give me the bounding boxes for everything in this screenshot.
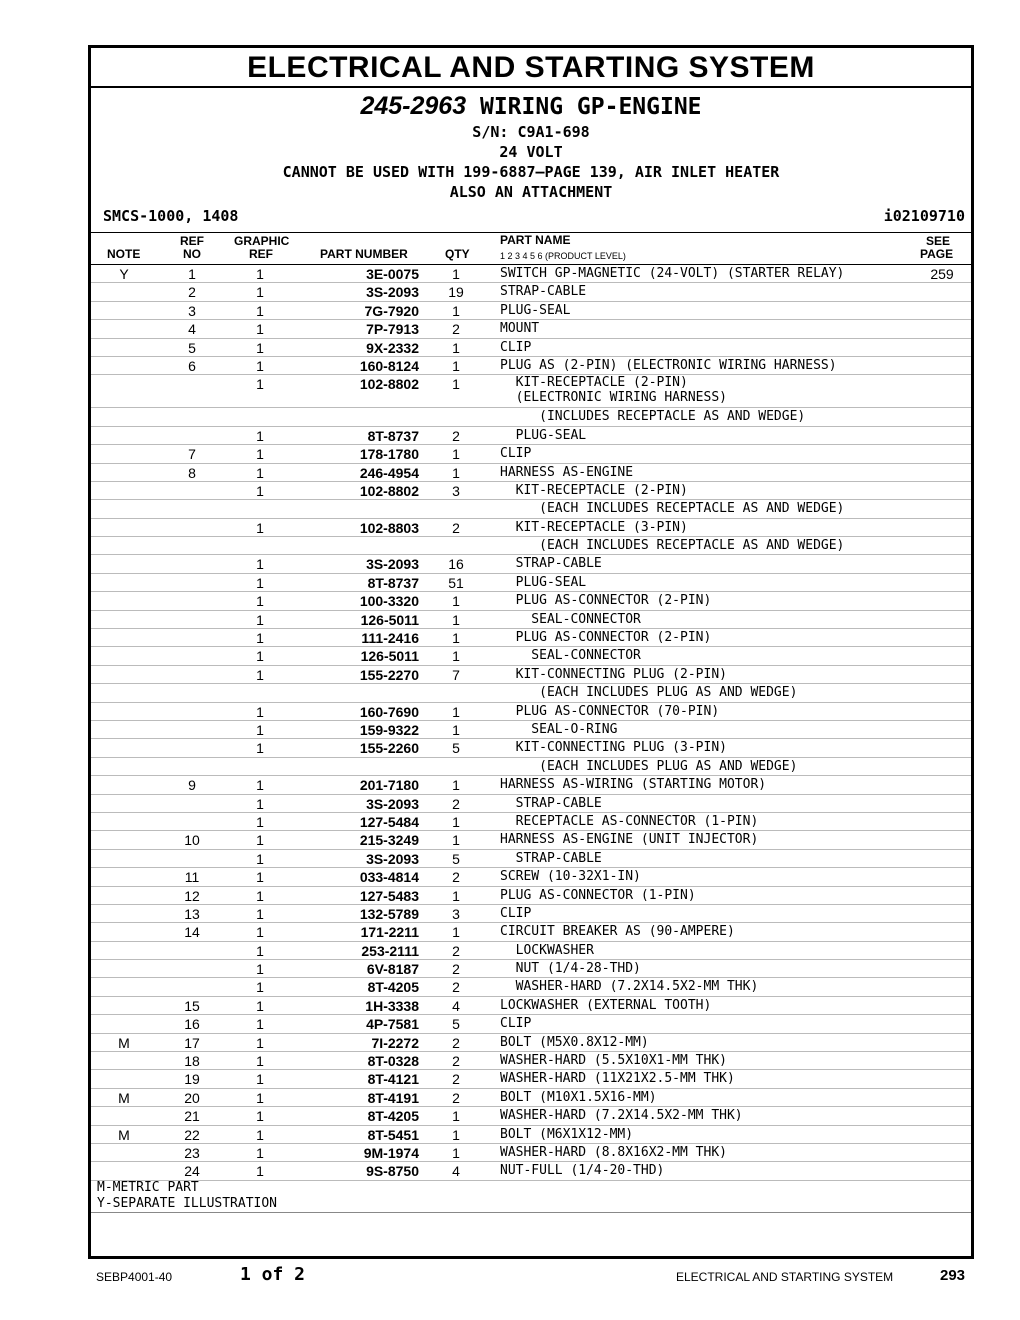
row-ref-no: 12	[184, 887, 200, 904]
row-graphic-ref: 1	[256, 611, 264, 628]
row-qty: 1	[452, 777, 460, 794]
row-part-name: CIRCUIT BREAKER AS (90-AMPERE)	[500, 924, 735, 940]
row-part-name: WASHER-HARD (8.8X16X2-MM THK)	[500, 1144, 727, 1160]
row-qty: 1	[452, 593, 460, 610]
table-row	[91, 1089, 971, 1107]
table-row	[91, 942, 971, 960]
row-part-name: CLIP	[500, 905, 532, 921]
row-part-name: STRAP-CABLE	[500, 850, 602, 866]
row-qty: 2	[452, 869, 460, 886]
row-qty: 1	[452, 924, 460, 941]
row-qty: 1	[452, 648, 460, 665]
row-part-number: 155-2260	[359, 740, 419, 757]
row-part-number: 155-2270	[359, 666, 419, 683]
row-graphic-ref: 1	[256, 1163, 264, 1180]
row-part-name: NUT-FULL (1/4-20-THD)	[500, 1163, 665, 1179]
table-row	[91, 1126, 971, 1144]
row-part-name: (EACH INCLUDES PLUG AS AND WEDGE)	[500, 685, 798, 701]
row-graphic-ref: 1	[256, 721, 264, 738]
row-ref-no: 24	[184, 1163, 200, 1180]
row-ref-no: 21	[184, 1108, 200, 1125]
row-ref-no: 9	[188, 777, 196, 794]
row-qty: 1	[452, 630, 460, 647]
row-part-name: (EACH INCLUDES PLUG AS AND WEDGE)	[500, 758, 798, 774]
footnotes	[97, 1180, 277, 1212]
row-part-number: 8T-8737	[367, 574, 419, 591]
row-part-number: 253-2111	[361, 942, 419, 959]
parts-list	[91, 265, 971, 1181]
row-graphic-ref: 1	[256, 648, 264, 665]
table-row	[91, 482, 971, 500]
row-qty: 1	[452, 721, 460, 738]
row-part-name: SEAL-O-RING	[500, 721, 618, 737]
row-qty: 1	[452, 339, 460, 356]
table-row	[91, 302, 971, 320]
row-part-name: LOCKWASHER (EXTERNAL TOOTH)	[500, 997, 712, 1013]
row-graphic-ref: 1	[256, 979, 264, 996]
row-ref-no: 7	[188, 446, 196, 463]
row-qty: 2	[452, 1053, 460, 1070]
table-row	[91, 408, 971, 426]
row-qty: 1	[452, 357, 460, 374]
row-qty: 5	[452, 1016, 460, 1033]
usage-note: CANNOT BE USED WITH 199-6887—PAGE 139, AIR INLET HEATER	[282, 163, 780, 181]
table-row	[91, 1052, 971, 1070]
table-row	[91, 519, 971, 537]
row-part-number: 9M-1974	[363, 1144, 419, 1161]
table-row	[91, 265, 971, 283]
row-part-name: PLUG AS (2-PIN) (ELECTRONIC WIRING HARNESS)	[500, 357, 837, 373]
row-ref-no: 13	[184, 905, 200, 922]
row-part-number: 9S-8750	[366, 1163, 419, 1180]
row-qty: 1	[452, 1144, 460, 1161]
row-part-name: CLIP	[500, 1016, 532, 1032]
row-part-number: 033-4814	[359, 869, 419, 886]
row-ref-no: 1	[188, 266, 196, 282]
row-ref-no: 14	[184, 924, 200, 941]
row-part-name: KIT-RECEPTACLE (2-PIN) (ELECTRONIC WIRING HARNESS)	[515, 375, 727, 406]
table-row	[91, 703, 971, 721]
row-graphic-ref: 1	[256, 1108, 264, 1125]
row-ref-no: 22	[184, 1126, 200, 1143]
row-part-name: WASHER-HARD (11X21X2.5-MM THK)	[500, 1071, 735, 1087]
row-qty: 1	[452, 832, 460, 849]
row-ref-no: 23	[184, 1144, 200, 1161]
row-ref-no: 17	[184, 1034, 200, 1051]
row-part-name: BOLT (M10X1.5X16-MM)	[500, 1089, 657, 1105]
table-row	[91, 905, 971, 923]
row-graphic-ref: 1	[256, 850, 264, 867]
row-part-number: 126-5011	[360, 611, 419, 628]
voltage: 24 VOLT	[499, 143, 563, 161]
table-row	[91, 1144, 971, 1162]
col-see-b: PAGE	[920, 247, 954, 261]
row-part-number: 8T-4121	[367, 1071, 419, 1088]
col-qty: QTY	[445, 247, 470, 261]
row-part-number: 127-5483	[359, 887, 419, 904]
row-part-name: PLUG AS-CONNECTOR (1-PIN)	[500, 887, 696, 903]
table-row	[91, 868, 971, 886]
row-qty: 4	[452, 997, 460, 1014]
row-part-number: 3S-2093	[366, 850, 419, 867]
row-part-name: MOUNT	[500, 321, 540, 337]
row-part-number: 3S-2093	[366, 284, 419, 301]
row-part-number: 7P-7913	[366, 321, 419, 338]
row-graphic-ref: 1	[256, 813, 264, 830]
row-note: M	[118, 1089, 130, 1106]
row-part-number: 171-2211	[360, 924, 419, 941]
table-row	[91, 850, 971, 868]
row-qty: 2	[452, 519, 460, 536]
row-graphic-ref: 1	[256, 795, 264, 812]
row-part-number: 102-8802	[359, 482, 419, 499]
row-part-name: SCREW (10-32X1-IN)	[500, 869, 641, 885]
row-part-number: 6V-8187	[366, 961, 419, 978]
row-part-number: 8T-4205	[367, 979, 419, 996]
row-qty: 4	[452, 1163, 460, 1180]
col-see-a: SEE	[926, 234, 951, 248]
table-row	[91, 574, 971, 592]
column-header	[91, 232, 971, 265]
section-title: ELECTRICAL AND STARTING SYSTEM	[91, 48, 971, 88]
row-part-name: HARNESS AS-ENGINE	[500, 464, 634, 480]
row-graphic-ref: 1	[256, 482, 264, 499]
table-row	[91, 357, 971, 375]
col-ref-b: NO	[183, 247, 201, 261]
row-part-number: 126-5011	[360, 648, 419, 665]
row-ref-no: 15	[184, 997, 200, 1014]
row-part-name: NUT (1/4-28-THD)	[500, 961, 641, 977]
row-part-number: 8T-8737	[367, 427, 419, 444]
table-row	[91, 684, 971, 702]
row-part-number: 100-3320	[359, 593, 419, 610]
row-part-name: LOCKWASHER	[500, 942, 594, 958]
row-qty: 1	[452, 703, 460, 720]
table-row	[91, 464, 971, 482]
row-part-name: SEAL-CONNECTOR	[500, 611, 641, 627]
table-row	[91, 320, 971, 338]
row-part-name: KIT-CONNECTING PLUG (2-PIN)	[500, 666, 727, 682]
row-qty: 2	[452, 979, 460, 996]
row-ref-no: 4	[188, 321, 196, 338]
footer-doc-id: SEBP4001-40	[96, 1270, 173, 1284]
row-ref-no: 16	[184, 1016, 200, 1033]
row-part-number: 246-4954	[359, 464, 419, 481]
row-graphic-ref: 1	[256, 446, 264, 463]
row-part-number: 3S-2093	[366, 556, 419, 573]
row-graphic-ref: 1	[256, 1126, 264, 1143]
table-row	[91, 1070, 971, 1088]
row-ref-no: 10	[184, 832, 200, 849]
row-graphic-ref: 1	[256, 556, 264, 573]
row-part-name: PLUG AS-CONNECTOR (70-PIN)	[500, 703, 720, 719]
row-part-name: WASHER-HARD (7.2X14.5X2-MM THK)	[500, 979, 759, 995]
row-part-number: 4P-7581	[366, 1016, 419, 1033]
footnote-illustration: Y-SEPARATE ILLUSTRATION	[97, 1196, 278, 1211]
row-part-name: (EACH INCLUDES RECEPTACLE AS AND WEDGE)	[500, 538, 845, 554]
row-part-number: 8T-4205	[367, 1108, 419, 1125]
row-graphic-ref: 1	[256, 302, 264, 319]
row-part-number: 102-8803	[359, 519, 419, 536]
table-row	[91, 611, 971, 629]
row-note: Y	[119, 266, 129, 282]
group-name: WIRING GP-ENGINE	[479, 94, 702, 120]
table-row	[91, 1107, 971, 1125]
row-part-name: PLUG-SEAL	[500, 574, 587, 590]
serial-number: S/N: C9A1-698	[472, 123, 590, 141]
col-graphic-a: GRAPHIC	[234, 234, 290, 248]
row-part-number: 9X-2332	[366, 339, 419, 356]
row-graphic-ref: 1	[256, 997, 264, 1014]
row-part-number: 132-5789	[359, 905, 419, 922]
row-graphic-ref: 1	[256, 266, 264, 282]
row-part-name: STRAP-CABLE	[500, 284, 587, 300]
row-graphic-ref: 1	[256, 703, 264, 720]
row-part-name: KIT-RECEPTACLE (3-PIN)	[500, 519, 688, 535]
row-graphic-ref: 1	[256, 1071, 264, 1088]
table-row	[91, 739, 971, 757]
table-row	[91, 666, 971, 684]
row-qty: 2	[452, 321, 460, 338]
table-row	[91, 537, 971, 555]
group-number: 245-2963	[360, 92, 467, 120]
row-part-number: 3E-0075	[366, 266, 419, 282]
group-title	[91, 92, 971, 121]
table-row	[91, 283, 971, 301]
row-qty: 1	[452, 464, 460, 481]
table-row	[91, 1162, 971, 1180]
row-qty: 1	[452, 813, 460, 830]
row-part-name: (EACH INCLUDES RECEPTACLE AS AND WEDGE)	[500, 501, 845, 517]
row-ref-no: 2	[188, 284, 196, 301]
row-part-number: 7G-7920	[364, 302, 419, 319]
footnote-divider	[91, 1212, 971, 1213]
row-graphic-ref: 1	[256, 284, 264, 301]
table-row	[91, 776, 971, 794]
row-ref-no: 11	[184, 869, 200, 886]
table-row	[91, 592, 971, 610]
row-qty: 2	[452, 942, 460, 959]
row-qty: 19	[448, 284, 464, 301]
table-row	[91, 339, 971, 357]
usage-note-2: ALSO AN ATTACHMENT	[449, 183, 613, 201]
table-row	[91, 555, 971, 573]
row-part-name: KIT-CONNECTING PLUG (3-PIN)	[500, 740, 727, 756]
row-part-number: 127-5484	[359, 813, 419, 830]
row-qty: 3	[452, 905, 460, 922]
row-part-name: HARNESS AS-ENGINE (UNIT INJECTOR)	[500, 832, 759, 848]
row-part-name: WASHER-HARD (5.5X10X1-MM THK)	[500, 1053, 727, 1069]
row-part-name: PLUG AS-CONNECTOR (2-PIN)	[500, 630, 712, 646]
row-graphic-ref: 1	[256, 1034, 264, 1051]
row-graphic-ref: 1	[256, 740, 264, 757]
row-ref-no: 19	[184, 1071, 200, 1088]
row-part-number: 8T-4191	[367, 1089, 419, 1106]
row-graphic-ref: 1	[256, 832, 264, 849]
row-graphic-ref: 1	[256, 777, 264, 794]
row-part-name: (INCLUDES RECEPTACLE AS AND WEDGE)	[500, 409, 806, 425]
row-part-name: SEAL-CONNECTOR	[500, 648, 641, 664]
table-row	[91, 427, 971, 445]
row-part-name: CLIP	[500, 339, 532, 355]
col-part-name: PART NAME	[500, 233, 571, 247]
col-note: NOTE	[107, 247, 141, 261]
row-part-number: 178-1780	[359, 446, 419, 463]
row-graphic-ref: 1	[256, 1144, 264, 1161]
row-part-number: 201-7180	[359, 777, 419, 794]
row-graphic-ref: 1	[256, 942, 264, 959]
row-qty: 16	[448, 556, 464, 573]
row-graphic-ref: 1	[256, 357, 264, 374]
table-row	[91, 997, 971, 1015]
smcs-code: SMCS-1000, 1408	[103, 207, 239, 225]
row-part-number: 111-2416	[361, 630, 419, 647]
col-product-level: 1 2 3 4 5 6 (PRODUCT LEVEL)	[500, 251, 626, 261]
row-ref-no: 20	[184, 1089, 200, 1106]
row-graphic-ref: 1	[256, 593, 264, 610]
row-graphic-ref: 1	[256, 427, 264, 444]
row-graphic-ref: 1	[256, 924, 264, 941]
row-part-name: BOLT (M5X0.8X12-MM)	[500, 1034, 649, 1050]
row-qty: 7	[452, 666, 460, 683]
row-part-number: 1H-3338	[365, 997, 419, 1014]
col-ref-a: REF	[180, 234, 204, 248]
row-graphic-ref: 1	[256, 630, 264, 647]
row-qty: 1	[452, 266, 460, 282]
row-graphic-ref: 1	[256, 961, 264, 978]
row-part-number: 8T-5451	[367, 1126, 419, 1143]
col-graphic-b: REF	[249, 247, 273, 261]
row-qty: 1	[452, 887, 460, 904]
row-graphic-ref: 1	[256, 376, 264, 393]
row-ref-no: 3	[188, 302, 196, 319]
row-graphic-ref: 1	[256, 1016, 264, 1033]
illustration-id: i02109710	[883, 207, 965, 225]
table-row	[91, 978, 971, 996]
row-ref-no: 6	[188, 357, 196, 374]
row-part-name: STRAP-CABLE	[500, 556, 602, 572]
row-graphic-ref: 1	[256, 519, 264, 536]
footer-page-number: 293	[940, 1267, 966, 1284]
row-qty: 5	[452, 850, 460, 867]
row-part-name: WASHER-HARD (7.2X14.5X2-MM THK)	[500, 1108, 743, 1124]
page-frame	[88, 45, 974, 1259]
row-part-name: STRAP-CABLE	[500, 795, 602, 811]
row-part-name: PLUG-SEAL	[500, 427, 587, 443]
row-part-name: RECEPTACLE AS-CONNECTOR (1-PIN)	[500, 813, 759, 829]
row-part-number: 160-7690	[359, 703, 419, 720]
table-row	[91, 375, 971, 408]
row-part-number: 159-9322	[359, 721, 419, 738]
row-part-number: 3S-2093	[366, 795, 419, 812]
table-row	[91, 960, 971, 978]
row-qty: 1	[452, 302, 460, 319]
row-qty: 1	[452, 611, 460, 628]
row-qty: 1	[452, 1126, 460, 1143]
row-qty: 2	[452, 961, 460, 978]
footnote-metric: M-METRIC PART	[97, 1180, 199, 1195]
row-part-number: 7I-2272	[371, 1034, 419, 1051]
row-note: M	[118, 1126, 130, 1143]
row-graphic-ref: 1	[256, 1053, 264, 1070]
row-qty: 2	[452, 427, 460, 444]
table-row	[91, 831, 971, 849]
row-part-name: PLUG AS-CONNECTOR (2-PIN)	[500, 593, 712, 609]
row-part-name: KIT-RECEPTACLE (2-PIN)	[500, 482, 688, 498]
table-row	[91, 923, 971, 941]
row-qty: 2	[452, 1089, 460, 1106]
row-graphic-ref: 1	[256, 1089, 264, 1106]
table-row	[91, 813, 971, 831]
row-qty: 1	[452, 1108, 460, 1125]
row-part-name: CLIP	[500, 446, 532, 462]
row-qty: 2	[452, 795, 460, 812]
row-graphic-ref: 1	[256, 464, 264, 481]
row-part-number: 8T-0328	[367, 1053, 419, 1070]
footer-section: ELECTRICAL AND STARTING SYSTEM	[676, 1270, 894, 1284]
table-row	[91, 445, 971, 463]
row-qty: 2	[452, 1071, 460, 1088]
row-ref-no: 8	[188, 464, 196, 481]
row-ref-no: 5	[188, 339, 196, 356]
row-graphic-ref: 1	[256, 666, 264, 683]
row-graphic-ref: 1	[256, 574, 264, 591]
row-graphic-ref: 1	[256, 887, 264, 904]
table-row	[91, 629, 971, 647]
row-part-name: PLUG-SEAL	[500, 302, 571, 318]
table-row	[91, 887, 971, 905]
row-qty: 1	[452, 446, 460, 463]
table-row	[91, 795, 971, 813]
row-qty: 2	[452, 1034, 460, 1051]
row-part-number: 160-8124	[359, 357, 419, 374]
row-part-number: 102-8802	[359, 376, 419, 393]
row-part-name: BOLT (M6X1X12-MM)	[500, 1126, 634, 1142]
table-row	[91, 647, 971, 665]
row-graphic-ref: 1	[256, 339, 264, 356]
footer-page-of: 1 of 2	[240, 1264, 306, 1285]
row-graphic-ref: 1	[256, 321, 264, 338]
table-row	[91, 721, 971, 739]
row-see-page: 259	[930, 266, 954, 282]
row-part-name: SWITCH GP-MAGNETIC (24-VOLT) (STARTER RELAY)	[500, 266, 845, 281]
row-qty: 5	[452, 740, 460, 757]
row-qty: 51	[448, 574, 464, 591]
table-row	[91, 1015, 971, 1033]
table-row	[91, 758, 971, 776]
row-note: M	[118, 1034, 130, 1051]
row-ref-no: 18	[184, 1053, 200, 1070]
table-row	[91, 1034, 971, 1052]
col-part-number: PART NUMBER	[320, 247, 408, 261]
row-qty: 3	[452, 482, 460, 499]
row-part-number: 215-3249	[359, 832, 419, 849]
row-graphic-ref: 1	[256, 905, 264, 922]
table-row	[91, 500, 971, 518]
row-qty: 1	[452, 376, 460, 393]
row-part-name: HARNESS AS-WIRING (STARTING MOTOR)	[500, 777, 767, 793]
row-graphic-ref: 1	[256, 869, 264, 886]
